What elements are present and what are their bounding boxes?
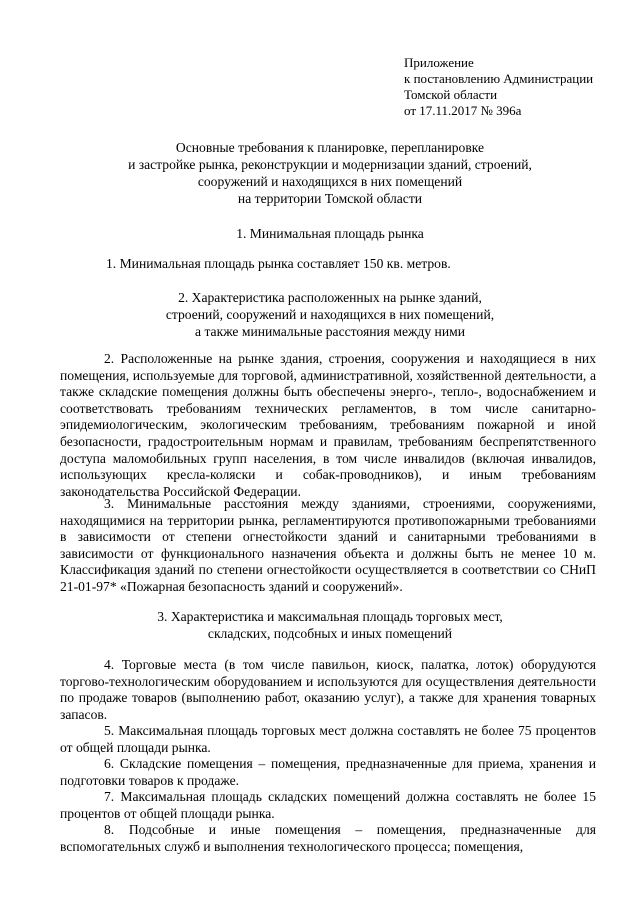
appendix-line: от 17.11.2017 № 396а (404, 103, 522, 118)
section-heading-line: 3. Характеристика и максимальная площадь торговых мест, (157, 609, 503, 624)
appendix-line: к постановлению Администрации (404, 71, 594, 86)
document-title (80, 139, 580, 207)
section-2-heading (60, 289, 600, 340)
title-line: и застройке рынка, реконструкции и модернизации зданий, строений, (128, 157, 532, 172)
paragraph-8: 8. Подсобные и иные помещения – помещения, предназначенные для вспомогательных служб и выполнения технологического процесса; помещения, (60, 822, 596, 854)
appendix-header (404, 55, 593, 119)
title-line: Основные требования к планировке, перепланировке (175, 140, 485, 155)
paragraph-4: 4. Торговые места (в том числе павильон, киоск, палатка, лоток) оборудуются торгово-технологическим оборудованием и используются для осуществления деятельности по продаже товаров (выполнению работ, оказанию услуг), а также для хранения товарных запасов. (60, 657, 596, 722)
section-1-heading (60, 225, 600, 242)
section-heading-line: 2. Характеристика расположенных на рынке зданий, (178, 290, 482, 305)
section-heading-line: складских, подсобных и иных помещений (207, 626, 453, 641)
paragraph-3: 3. Минимальные расстояния между зданиями, строениями, сооружениями, находящимися на территории рынка, регламентируются противопожарными требованиями в зависимости от степени огнестойкости зданий и санитарными требованиями в зависимости от функционального назначения объекта и должны быть не менее 10 м. Классификация зданий по степени огнестойкости осуществляется в соответствии со СНиП 21-01-97* «Пожарная безопасность зданий и сооружений». (60, 496, 596, 594)
paragraph-5: 5. Максимальная площадь торговых мест должна составлять не более 75 процентов от общей площади рынка. (60, 723, 596, 755)
paragraph-1: 1. Минимальная площадь рынка составляет 150 кв. метров. (106, 256, 451, 271)
paragraph-6: 6. Складские помещения – помещения, предназначенные для приема, хранения и подготовки товаров к продаже. (60, 756, 596, 788)
title-line: на территории Томской области (237, 191, 423, 206)
appendix-line: Приложение (404, 55, 474, 70)
section-3-heading (60, 608, 600, 642)
paragraph-7: 7. Максимальная площадь складских помещений должна составлять не более 15 процентов от общей площади рынка. (60, 789, 596, 821)
title-line: сооружений и находящихся в них помещений (197, 174, 463, 189)
section-heading-line: 1. Минимальная площадь рынка (236, 226, 424, 241)
section-heading-line: а также минимальные расстояния между ними (195, 324, 465, 339)
paragraph-2: 2. Расположенные на рынке здания, строения, сооружения и находящиеся в них помещения, используемые для торговой, административной, хозяйственной деятельности, а также складские помещения должны быть обеспечены энерго-, тепло-, водоснабжением и соответствовать требованиям технических регламентов, в том числе санитарно-эпидемиологическим, экологическим требованиям, требованиям пожарной и иной безопасности, градостроительным нормам и правилам, требованиям беспрепятственного доступа маломобильных групп населения, в том числе инвалидов (включая инвалидов, использующих кресла-коляски и собак-проводников), и иным требованиям законодательства Российской Федерации. (60, 351, 596, 499)
appendix-line: Томской области (404, 87, 498, 102)
section-heading-line: строений, сооружений и находящихся в них помещений, (165, 307, 495, 322)
